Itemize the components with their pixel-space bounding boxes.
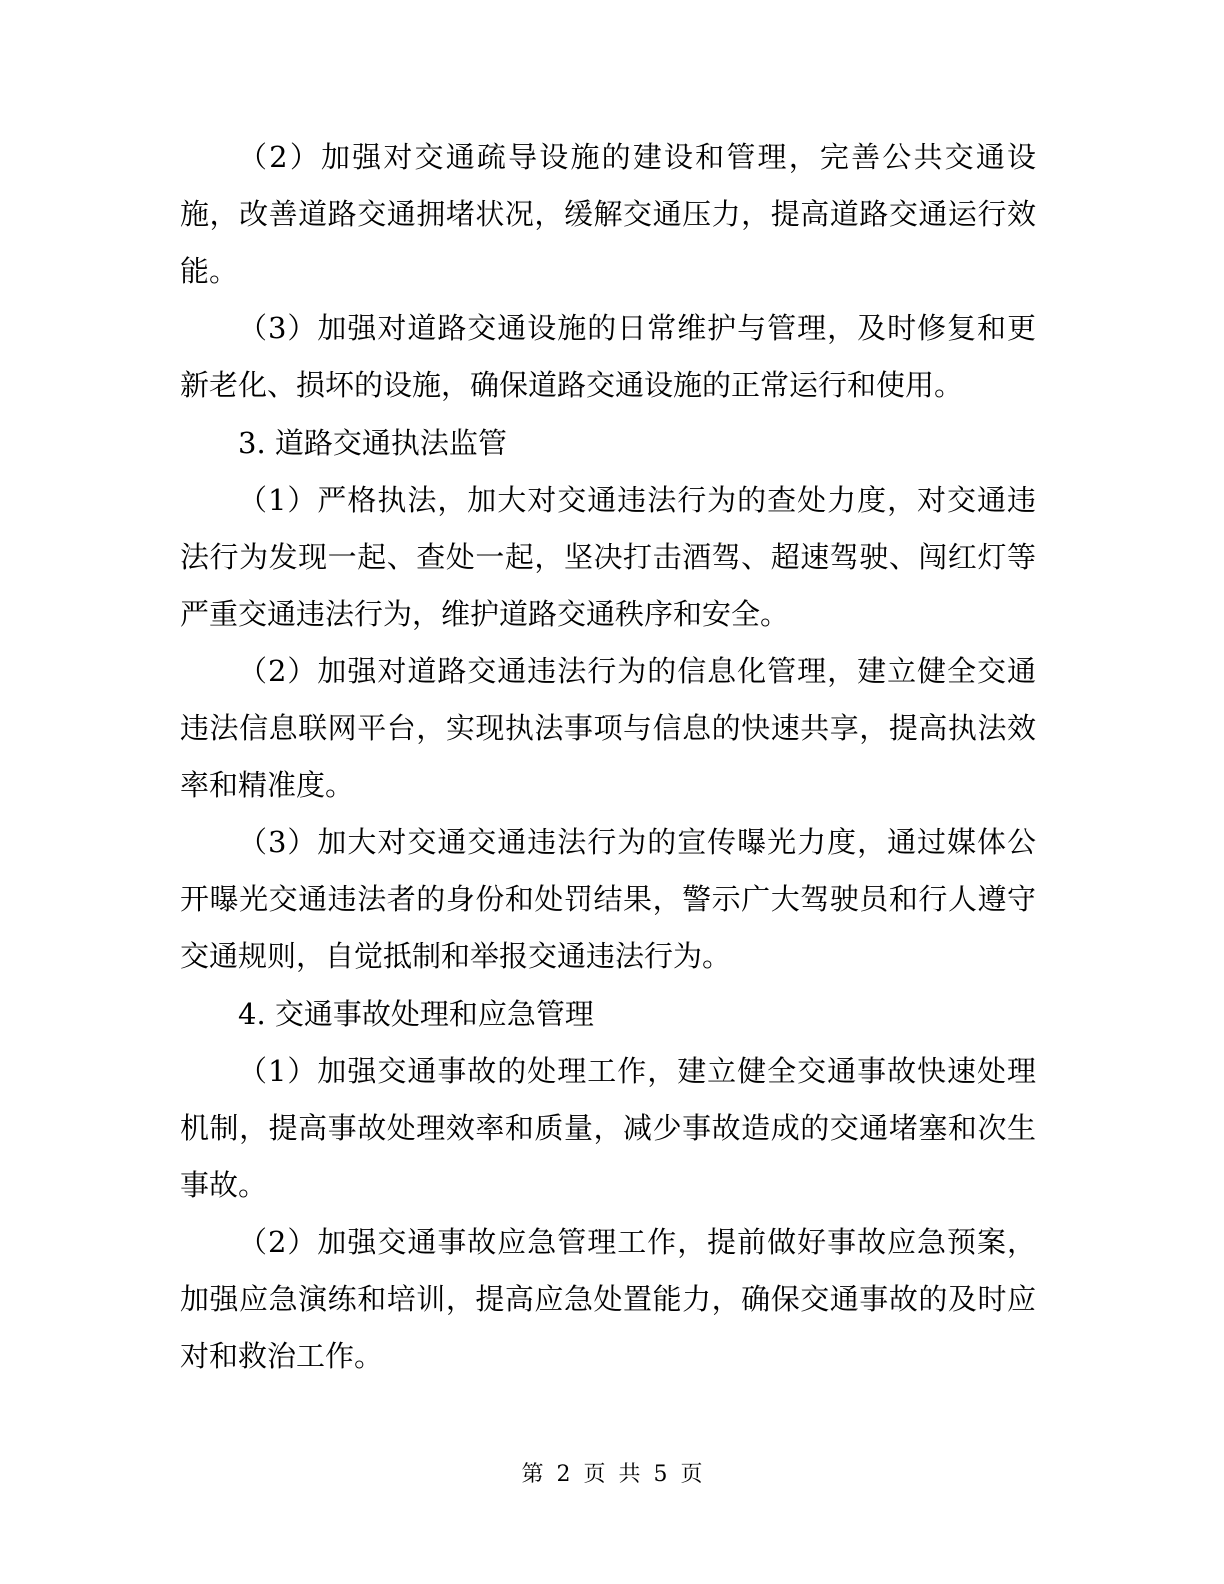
paragraph-4-2: （2）加强交通事故应急管理工作，提前做好事故应急预案，加强应急演练和培训，提高应急处置能力，确保交通事故的及时应对和救治工作。 [180, 1225, 1036, 1373]
paragraph-4-1: （1）加强交通事故的处理工作，建立健全交通事故快速处理机制，提高事故处理效率和质量，减少事故造成的交通堵塞和次生事故。 [180, 1054, 1036, 1202]
paragraph-2-3: （3）加强对道路交通设施的日常维护与管理，及时修复和更新老化、损坏的设施，确保道路交通设施的正常运行和使用。 [180, 311, 1036, 402]
paragraph-2-2: （2）加强对交通疏导设施的建设和管理，完善公共交通设施，改善道路交通拥堵状况，缓解交通压力，提高道路交通运行效能。 [180, 140, 1036, 288]
paragraph-3-1: （1）严格执法，加大对交通违法行为的查处力度，对交通违法行为发现一起、查处一起，坚决打击酒驾、超速驾驶、闯红灯等严重交通违法行为，维护道路交通秩序和安全。 [180, 483, 1036, 631]
section-heading-4: 4. 交通事故处理和应急管理 [238, 997, 594, 1031]
section-heading-3: 3. 道路交通执法监管 [238, 426, 507, 460]
paragraph-3-3: （3）加大对交通交通违法行为的宣传曝光力度，通过媒体公开曝光交通违法者的身份和处罚结果，警示广大驾驶员和行人遵守交通规则，自觉抵制和举报交通违法行为。 [180, 825, 1036, 973]
page-number-footer: 第 2 页 共 5 页 [521, 1462, 703, 1487]
document-body [180, 129, 1036, 1385]
paragraph-3-2: （2）加强对道路交通违法行为的信息化管理，建立健全交通违法信息联网平台，实现执法事项与信息的快速共享，提高执法效率和精准度。 [180, 654, 1036, 802]
